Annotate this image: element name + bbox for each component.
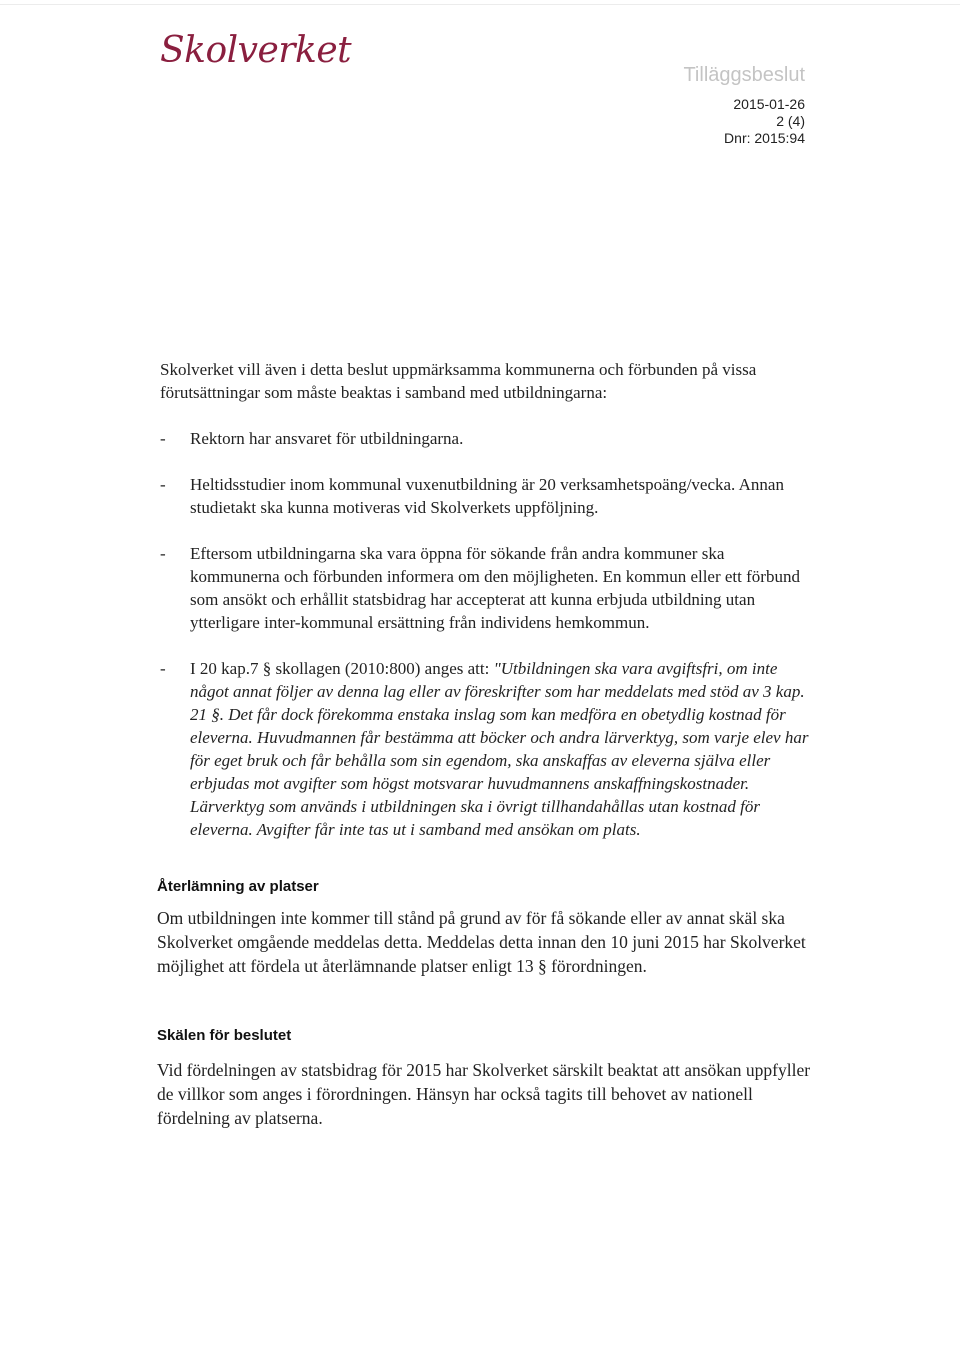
intro-paragraph: Skolverket vill även i detta beslut uppmärksamma kommunerna och förbunden på vissa förutsättningar som måste beaktas i samband med utbildningarna: [160, 360, 757, 402]
law-reference: I 20 kap.7 § skollagen (2010:800) anges att: [190, 659, 494, 678]
section-return-of-places-text: Om utbildningen inte kommer till stånd på grund av för få sökande eller av annat skäl ska Skolverket omgående meddelas detta. Meddelas detta innan den 10 juni 2015 har Skolverket möjlighet att fördela ut återlämnande platser enligt 13 § förordningen. [157, 908, 806, 976]
document-date: 2015-01-26 [733, 96, 805, 112]
list-item-text: Heltidsstudier inom kommunal vuxenutbildning är 20 verksamhetspoäng/vecka. Annan studietakt ska kunna motiveras vid Skolverkets uppföljning. [190, 475, 784, 517]
law-quote: "Utbildningen ska vara avgiftsfri, om inte något annat följer av denna lag eller av föreskrifter som har meddelats med stöd av 3 kap. 21 §. Det får dock förekomma enstaka inslag som kan medföra en obetydlig kostnad för eleverna. Huvudmannen får bestämma att böcker och andra lärverktyg, som varje elev har för eget bruk och får behålla som sin egendom, ska anskaffas av eleverna själva eller erbjudas mot avgifter som högst motsvarar huvudmannens anskaffningskostnader. Lärverktyg som används i utbildningen ska i övrigt tillhandahållas utan kostnad för eleverna. Avgifter får inte tas ut i samband med ansökan om plats. [190, 659, 809, 839]
document-type: Tilläggsbeslut [683, 64, 805, 86]
top-rule [0, 4, 960, 5]
page-number: 2 (4) [776, 113, 805, 129]
list-item-text [190, 657, 816, 841]
list-dash: - [160, 475, 166, 494]
document-meta [683, 62, 805, 147]
list-item-text: Eftersom utbildningarna ska vara öppna för sökande från andra kommuner ska kommunerna och förbunden informera om den möjligheten. En kommun eller ett förbund som ansökt och erhållit statsbidrag har accepterat att kunna erbjuda utbildning utan ytterligare inter-kommunal ersättning från individens hemkommun. [190, 544, 800, 632]
section-reasons-text: Vid fördelningen av statsbidrag för 2015 har Skolverket särskilt beaktat att ansökan uppfyller de villkor som anges i förordningen. Hänsyn har också tagits till behovet av nationell fördelning av platserna. [157, 1060, 811, 1128]
diary-number: Dnr: 2015:94 [724, 130, 805, 146]
list-dash: - [160, 659, 166, 678]
list-dash: - [160, 429, 166, 448]
skolverket-logo: Skolverket [160, 30, 352, 71]
list-dash: - [160, 544, 166, 563]
list-item-text: Rektorn har ansvaret för utbildningarna. [190, 429, 464, 448]
section-heading-return-of-places: Återlämning av platser [157, 878, 319, 895]
section-heading-reasons: Skälen för beslutet [157, 1027, 292, 1044]
